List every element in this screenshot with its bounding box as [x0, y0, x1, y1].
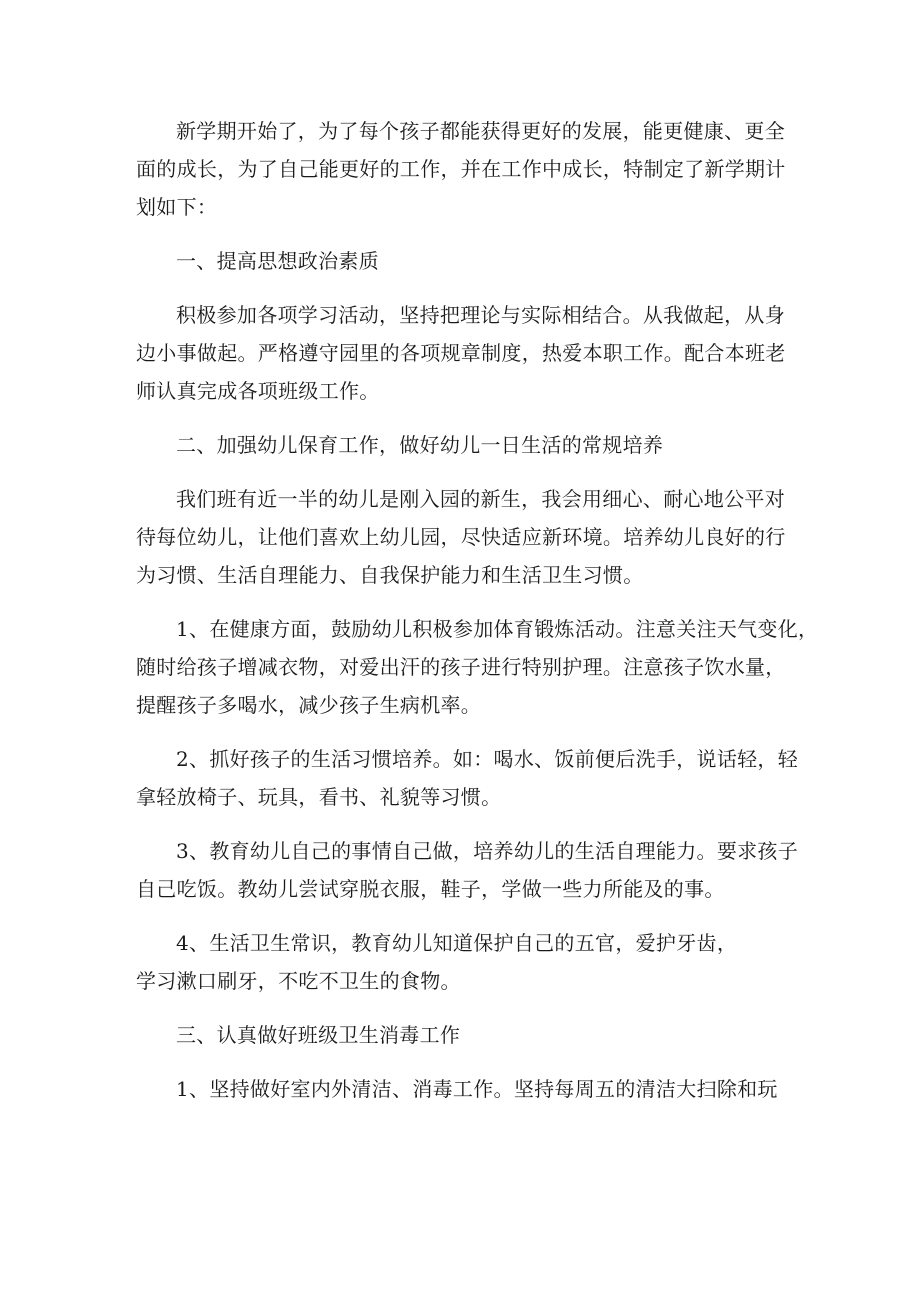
text-line: 新学期开始了，为了每个孩子都能获得更好的发展，能更健康、更全	[176, 119, 785, 143]
list-item-cleaning	[136, 1070, 786, 1108]
list-item-health	[136, 610, 819, 724]
text-line: 3、教育幼儿自己的事情自己做，培养幼儿的生活自理能力。要求孩子	[176, 839, 799, 863]
text-line: 2、抓好孩子的生活习惯培养。如：喝水、饭前便后洗手，说话轻，轻	[176, 747, 799, 771]
text-line: 4、生活卫生常识，教育幼儿知道保护自己的五官，爱护牙齿，	[176, 931, 738, 955]
section-heading-1	[136, 242, 786, 280]
heading-text: 二、加强幼儿保育工作，做好幼儿一日生活的常规培养	[176, 433, 664, 457]
section-heading-2	[136, 426, 786, 464]
text-line: 学习漱口刷牙，不吃不卫生的食物。	[136, 969, 461, 993]
text-line: 随时给孩子增减衣物，对爱出汗的孩子进行特别护理。注意孩子饮水量，	[136, 655, 786, 679]
text-line: 积极参加各项学习活动，坚持把理论与实际相结合。从我做起，从身	[176, 303, 785, 327]
heading-text: 三、认真做好班级卫生消毒工作	[176, 1023, 461, 1047]
list-item-habits	[136, 740, 799, 816]
text-line: 拿轻放椅子、玩具，看书、礼貌等习惯。	[136, 785, 502, 809]
section-heading-3	[136, 1016, 786, 1054]
text-line: 划如下：	[136, 195, 218, 219]
text-line: 1、坚持做好室内外清洁、消毒工作。坚持每周五的清洁大扫除和玩	[176, 1077, 778, 1101]
text-line: 1、在健康方面，鼓励幼儿积极参加体育锻炼活动。注意关注天气变化，	[176, 617, 819, 641]
list-item-self-care	[136, 832, 799, 908]
section-2-paragraph	[136, 480, 786, 594]
list-item-hygiene	[136, 924, 786, 1000]
text-line: 待每位幼儿，让他们喜欢上幼儿园，尽快适应新环境。培养幼儿良好的行	[136, 525, 786, 549]
text-line: 为习惯、生活自理能力、自我保护能力和生活卫生习惯。	[136, 563, 644, 587]
text-line: 边小事做起。严格遵守园里的各项规章制度，热爱本职工作。配合本班老	[136, 341, 786, 365]
document-page	[136, 112, 819, 1108]
text-line: 师认真完成各项班级工作。	[136, 379, 380, 403]
text-line: 面的成长，为了自己能更好的工作，并在工作中成长，特制定了新学期计	[136, 157, 786, 181]
heading-text: 一、提高思想政治素质	[176, 249, 379, 273]
section-1-paragraph	[136, 296, 786, 410]
intro-paragraph	[136, 112, 786, 226]
text-line: 自己吃饭。教幼儿尝试穿脱衣服，鞋子，学做一些力所能及的事。	[136, 877, 725, 901]
text-line: 提醒孩子多喝水，减少孩子生病机率。	[136, 693, 482, 717]
text-line: 我们班有近一半的幼儿是刚入园的新生，我会用细心、耐心地公平对	[176, 487, 785, 511]
